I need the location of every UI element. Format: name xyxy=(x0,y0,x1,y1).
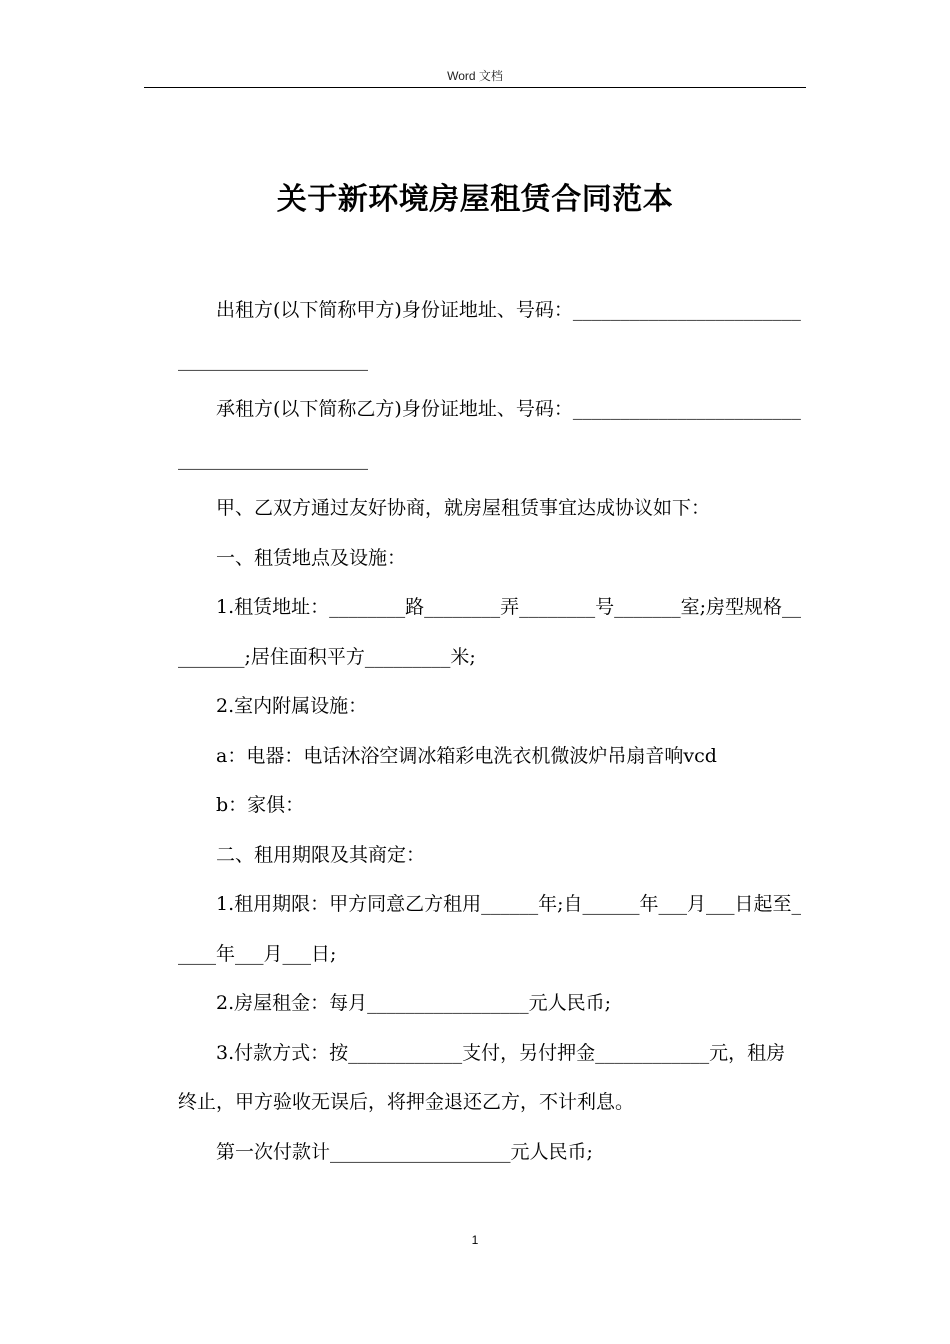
document-body xyxy=(178,286,804,1177)
paragraph-rent: 2.房屋租金：每月_________________元人民币; xyxy=(216,992,612,1014)
running-header: Word 文档 xyxy=(447,69,503,83)
paragraph-payment-method: 3.付款方式：按____________支付，另付押金____________元，租房终止，甲方验收无误后，将押金退还乙方，不计利息。 xyxy=(178,1041,786,1113)
paragraph-appliances: a：电器：电话沐浴空调冰箱彩电洗衣机微波炉吊扇音响vcd xyxy=(216,744,717,767)
paragraph-rental-address: 1.租赁地址：________路________弄________号_______室;房型规格_________;居住面积平方_________米; xyxy=(178,596,802,668)
paragraph-furniture: b：家俱： xyxy=(216,794,305,816)
paragraph-lessee: 承租方(以下简称乙方)身份证地址、号码：____________________________________________ xyxy=(178,398,801,470)
paragraph-first-payment: 第一次付款计___________________元人民币; xyxy=(216,1140,593,1163)
document-title: 关于新环境房屋租赁合同范本 xyxy=(276,182,674,218)
header-rule xyxy=(144,87,806,88)
paragraph-facilities: 2.室内附属设施： xyxy=(216,695,368,717)
section-heading-term: 二、租用期限及其商定： xyxy=(216,843,426,866)
section-heading-location: 一、租赁地点及设施： xyxy=(216,546,407,569)
paragraph-lessor: 出租方(以下简称甲方)身份证地址、号码：____________________________________________ xyxy=(178,299,801,371)
paragraph-rental-term: 1.租用期限：甲方同意乙方租用______年;自______年___月___日起至_____年___月___日; xyxy=(178,893,802,965)
page-number: 1 xyxy=(471,1233,479,1247)
paragraph-agreement-intro: 甲、乙双方通过友好协商，就房屋租赁事宜达成协议如下： xyxy=(216,497,711,519)
